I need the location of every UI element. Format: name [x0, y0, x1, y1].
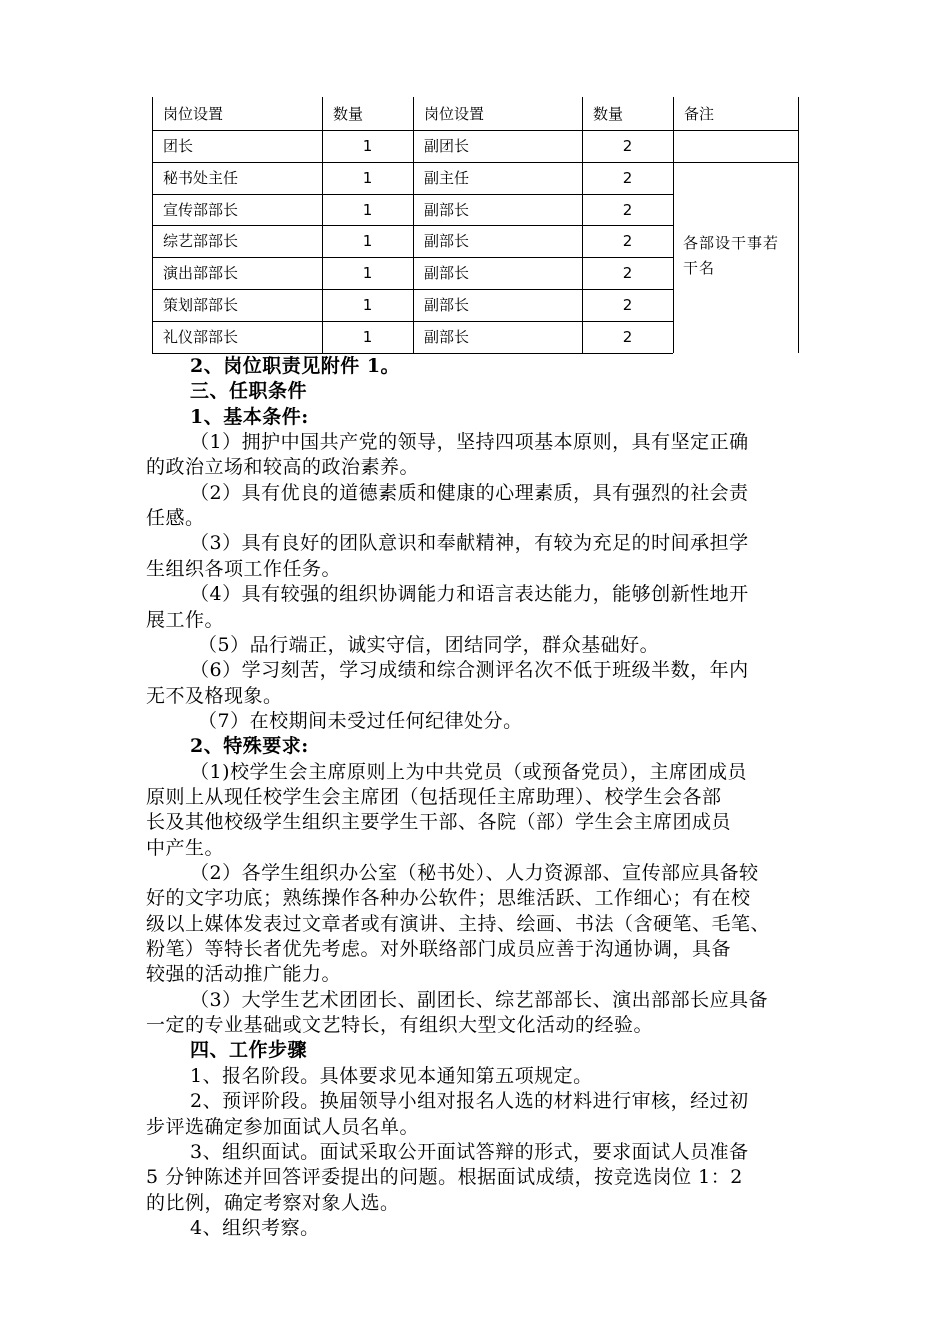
paragraph-line: （1）拥护中国共产党的领导，坚持四项基本原则，具有坚定正确	[190, 431, 749, 453]
section-heading: 三、任职条件	[190, 380, 308, 402]
table-cell-quantity: 1	[362, 264, 373, 282]
paragraph-line: 任感。	[146, 507, 205, 529]
paragraph-line: 4、组织考察。	[190, 1217, 320, 1239]
table-cell-quantity: 2	[622, 264, 633, 282]
paragraph-line: 步评选确定参加面试人员名单。	[146, 1116, 420, 1138]
paragraph-line: 1、报名阶段。具体要求见本通知第五项规定。	[190, 1065, 593, 1087]
table-column-border	[413, 97, 414, 353]
table-cell-quantity: 2	[622, 169, 633, 187]
paragraph-line: （1)校学生会主席原则上为中共党员（或预备党员），主席团成员	[190, 761, 748, 783]
table-cell-position: 策划部部长	[163, 296, 239, 314]
table-cell-position: 综艺部部长	[163, 232, 239, 250]
paragraph-line: 的政治立场和较高的政治素养。	[146, 456, 420, 478]
table-cell-quantity: 2	[622, 328, 633, 346]
paragraph-line: （4）具有较强的组织协调能力和语言表达能力，能够创新性地开	[190, 583, 749, 605]
table-header-cell: 数量	[593, 105, 624, 123]
table-cell-position: 宣传部部长	[163, 201, 239, 219]
paragraph-line: 的比例，确定考察对象人选。	[146, 1192, 400, 1214]
paragraph-line: 2、预评阶段。换届领导小组对报名人选的材料进行审核，经过初	[190, 1090, 749, 1112]
section-heading: 1、基本条件:	[190, 406, 309, 428]
table-cell-quantity: 1	[362, 137, 373, 155]
table-cell-quantity: 1	[362, 328, 373, 346]
table-cell-quantity: 2	[622, 201, 633, 219]
table-cell-quantity: 1	[362, 169, 373, 187]
table-cell-quantity: 1	[362, 296, 373, 314]
paragraph-line: 原则上从现任校学生会主席团（包括现任主席助理）、校学生会各部	[146, 786, 722, 808]
paragraph-line: 一定的专业基础或文艺特长，有组织大型文化活动的经验。	[146, 1014, 654, 1036]
paragraph-line: 3、组织面试。面试采取公开面试答辩的形式，要求面试人员准备	[190, 1141, 749, 1163]
table-cell-position: 副主任	[424, 169, 470, 187]
table-cell-position: 秘书处主任	[163, 169, 239, 187]
table-cell-position: 副部长	[424, 328, 470, 346]
section-heading: 2、特殊要求:	[190, 735, 309, 757]
table-column-border	[673, 97, 674, 353]
table-cell-position: 副部长	[424, 264, 470, 282]
paragraph-line: （2）各学生组织办公室（秘书处）、人力资源部、宣传部应具备较	[190, 862, 759, 884]
table-cell-position: 副部长	[424, 232, 470, 250]
table-cell-quantity: 2	[622, 137, 633, 155]
table-header-cell: 岗位设置	[163, 105, 224, 123]
table-column-border	[582, 97, 583, 353]
table-header-separator	[152, 130, 798, 131]
paragraph-line: 粉笔）等特长者优先考虑。对外联络部门成员应善于沟通协调，具备	[146, 938, 732, 960]
table-column-border	[152, 97, 153, 353]
table-cell-quantity: 1	[362, 232, 373, 250]
paragraph-line: 无不及格现象。	[146, 685, 283, 707]
table-cell-position: 副团长	[424, 137, 470, 155]
paragraph-line: 级以上媒体发表过文章者或有演讲、主持、绘画、书法（含硬笔、毛笔、	[146, 913, 771, 935]
table-header-cell: 岗位设置	[424, 105, 485, 123]
table-cell-position: 礼仪部部长	[163, 328, 239, 346]
table-header-cell: 数量	[333, 105, 364, 123]
table-header-cell: 备注	[684, 105, 715, 123]
table-cell-quantity: 2	[622, 232, 633, 250]
table-column-border	[798, 97, 799, 353]
paragraph-line: （7）在校期间未受过任何纪律处分。	[198, 710, 523, 732]
paragraph-line: 5 分钟陈述并回答评委提出的问题。根据面试成绩，按竞选岗位 1：2	[146, 1166, 743, 1188]
paragraph-line: （3）大学生艺术团团长、副团长、综艺部部长、演出部部长应具备	[190, 989, 769, 1011]
table-cell-quantity: 2	[622, 296, 633, 314]
table-cell-position: 副部长	[424, 201, 470, 219]
table-cell-position: 演出部部长	[163, 264, 239, 282]
table-row-separator	[152, 162, 798, 163]
paragraph-line: （6）学习刻苦，学习成绩和综合测评名次不低于班级半数，年内	[190, 659, 749, 681]
section-heading: 2、岗位职责见附件 1。	[190, 355, 401, 377]
paragraph-line: 生组织各项工作任务。	[146, 558, 342, 580]
section-heading: 四、工作步骤	[190, 1039, 308, 1061]
table-cell-position: 团长	[163, 137, 194, 155]
paragraph-line: （3）具有良好的团队意识和奉献精神，有较为充足的时间承担学	[190, 532, 749, 554]
paragraph-line: 中产生。	[146, 837, 225, 859]
paragraph-line: （5）品行端正，诚实守信，团结同学，群众基础好。	[198, 634, 660, 656]
table-column-border	[322, 97, 323, 353]
paragraph-line: 展工作。	[146, 609, 225, 631]
position-table	[152, 97, 798, 353]
paragraph-line: （2）具有优良的道德素质和健康的心理素质，具有强烈的社会责	[190, 482, 749, 504]
paragraph-line: 较强的活动推广能力。	[146, 963, 342, 985]
table-cell-position: 副部长	[424, 296, 470, 314]
paragraph-line: 好的文字功底；熟练操作各种办公软件；思维活跃、工作细心；有在校	[146, 887, 751, 909]
table-merged-note: 各部设干事若干名	[683, 234, 780, 277]
paragraph-line: 长及其他校级学生组织主要学生干部、各院（部）学生会主席团成员	[146, 811, 732, 833]
table-cell-quantity: 1	[362, 201, 373, 219]
